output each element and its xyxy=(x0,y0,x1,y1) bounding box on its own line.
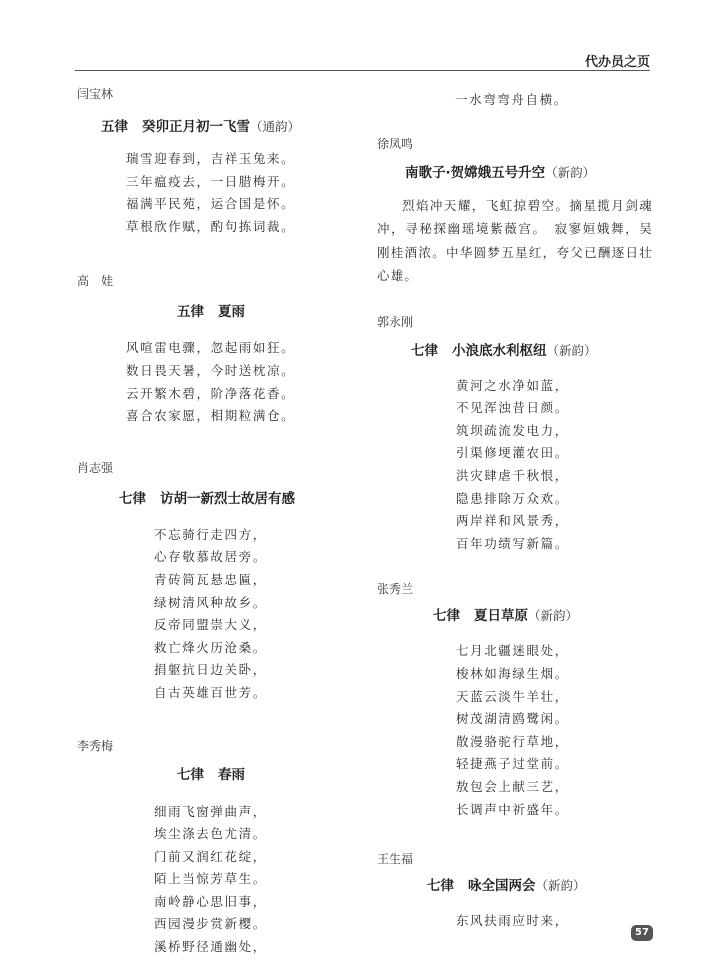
poem-author: 徐凤鸣 xyxy=(377,136,414,151)
poem-line: 三年瘟疫去，一日腊梅开。 xyxy=(126,173,296,189)
poem xyxy=(77,271,352,427)
poem-line: 不见浑浊昔日颜。 xyxy=(456,400,569,416)
poem-line: 埃尘涤去色尤清。 xyxy=(154,826,267,842)
poem-line: 陌上当惊芳草生。 xyxy=(154,871,267,887)
header-divider xyxy=(75,70,650,71)
left-column xyxy=(77,84,352,959)
poem-title xyxy=(377,605,653,627)
poem xyxy=(377,134,653,288)
poem-title-text: 小浪底水利枢纽 xyxy=(452,342,547,359)
poem-rhyme-note: （新韵） xyxy=(535,878,586,894)
poem-line: 瑞雪迎春到，吉祥玉兔来。 xyxy=(126,151,296,166)
poem-line: 不忘骑行走四方， xyxy=(154,526,267,542)
poem-form: 七律 xyxy=(119,490,146,507)
poem-line: 百年功绩写新篇。 xyxy=(456,535,569,551)
poem-title xyxy=(77,488,352,510)
section-title: 代办员之页 xyxy=(584,55,650,70)
poem-line: 心存敬慕故居旁。 xyxy=(154,549,267,565)
poem-line: 自古英雄百世芳。 xyxy=(154,684,267,700)
poem-line: 门前又润红花绽， xyxy=(154,848,267,864)
poem-title-text: 南歌子·贺嫦娥五号升空 xyxy=(405,164,546,181)
poem-author: 闫宝林 xyxy=(77,87,114,101)
poem-line: 树茂湖清鸥鹭闲。 xyxy=(456,711,569,727)
poem-author: 李秀梅 xyxy=(77,738,114,753)
poem-title xyxy=(77,116,352,138)
poem-title-text: 夏日草原 xyxy=(474,608,528,625)
poem xyxy=(377,312,653,556)
poem-form: 七律 xyxy=(433,608,460,625)
poem-form: 七律 xyxy=(411,342,438,359)
poem-line: 捐躯抗日边关卧， xyxy=(154,662,267,678)
poem-title-text: 春雨 xyxy=(218,766,245,783)
poem-title xyxy=(77,764,352,786)
page-number-badge: 57 xyxy=(631,925,653,941)
poem-title xyxy=(77,301,352,323)
poem-lines xyxy=(377,910,653,933)
poem-rhyme-note: （通韵） xyxy=(250,119,301,134)
poem-lines xyxy=(377,640,653,821)
poem-title xyxy=(377,162,653,184)
poem-title-text: 癸卯正月初一飞雪 xyxy=(142,119,250,135)
poem xyxy=(377,579,653,821)
poem-title xyxy=(377,340,653,362)
poem-line: 西园漫步赏新樱。 xyxy=(154,916,267,932)
poem-line: 草根欣作赋，酌句拣词裁。 xyxy=(126,218,296,234)
poem-line: 反帝同盟崇大义， xyxy=(154,617,267,633)
poem-line: 散漫骆驼行草地， xyxy=(456,733,569,749)
poem-author: 王生福 xyxy=(377,852,414,867)
poem-line-continued: 一水弯弯舟自横。 xyxy=(455,92,568,107)
poem-form: 七律 xyxy=(177,766,204,783)
poem-line: 引渠修埂灌农田。 xyxy=(456,445,569,461)
poem-lines xyxy=(377,375,653,556)
poem-title-text: 咏全国两会 xyxy=(468,878,536,895)
poem-line: 黄河之水净如蓝， xyxy=(456,377,569,393)
poem xyxy=(77,736,352,959)
poem-author: 郭永刚 xyxy=(377,314,414,329)
poem-line: 青砖简瓦悬忠匾， xyxy=(154,571,267,587)
poem xyxy=(77,84,352,238)
poem-lines xyxy=(77,148,352,238)
poem-line: 绿树清风种故乡。 xyxy=(154,594,267,610)
poem-line: 东风扶雨应时来， xyxy=(456,913,569,929)
poem-lines xyxy=(77,524,352,705)
poem-line: 数日畏天暑，今时送枕凉。 xyxy=(126,362,296,378)
poem-line: 云开繁木碧，阶净落花香。 xyxy=(126,385,296,401)
poem-line: 风喧雷电骤，忽起雨如狂。 xyxy=(126,340,296,356)
poem xyxy=(77,458,352,705)
poem-line: 喜合农家愿，相期粒满仓。 xyxy=(126,408,296,424)
poem-lines xyxy=(77,801,352,959)
poem-lines xyxy=(77,337,352,427)
poem-line: 洪灾肆虐千秋恨， xyxy=(456,467,569,483)
poem-line: 溪桥野径通幽处， xyxy=(154,939,267,955)
poem-line: 天蓝云淡牛羊壮， xyxy=(456,688,569,704)
poem-form: 七律 xyxy=(427,878,454,895)
poem-rhyme-note: （新韵） xyxy=(546,342,597,358)
right-column xyxy=(377,89,653,933)
poem-line: 隐患排除万众欢。 xyxy=(456,490,569,506)
poem-body: 烈焰冲天耀，飞虹掠碧空。摘星揽月剑魂冲，寻秘探幽瑶境紫薇宫。 寂寥姮娥舞，吴刚桂酒浓。中华圆梦五星红，夸父已酬逐日壮心雄。 xyxy=(377,197,653,284)
poem-line: 轻捷燕子过堂前。 xyxy=(456,756,569,772)
poem-form: 五律 xyxy=(177,304,204,321)
poem-author: 高 娃 xyxy=(77,274,114,289)
poem-rhyme-note: （新韵） xyxy=(528,608,579,624)
poem-title-text: 访胡一新烈士故居有感 xyxy=(160,490,295,507)
poem-line: 细雨飞窗弹曲声， xyxy=(154,803,267,819)
poem xyxy=(377,849,653,933)
poem-line: 两岸祥和风景秀， xyxy=(456,513,569,529)
poem-author: 张秀兰 xyxy=(377,582,414,597)
poem-line: 长调声中祈盛年。 xyxy=(456,801,569,817)
poem-author: 肖志强 xyxy=(77,460,114,475)
poem-line: 救亡烽火历沧桑。 xyxy=(154,639,267,655)
poem-line: 敖包会上献三艺， xyxy=(456,778,569,794)
poem-title-text: 夏雨 xyxy=(218,304,245,321)
poem-line: 福满平民苑，运合国是怀。 xyxy=(126,196,296,212)
poem-line: 筑坝疏流发电力， xyxy=(456,422,569,438)
poem-line: 南岭静心思旧事， xyxy=(154,893,267,909)
poem-form: 五律 xyxy=(101,119,128,135)
poem-line: 梭林如海绿生烟。 xyxy=(456,665,569,681)
poem-line: 七月北疆迷眼处， xyxy=(456,643,569,659)
poem-rhyme-note: （新韵） xyxy=(545,164,596,180)
poem-title xyxy=(377,875,653,897)
